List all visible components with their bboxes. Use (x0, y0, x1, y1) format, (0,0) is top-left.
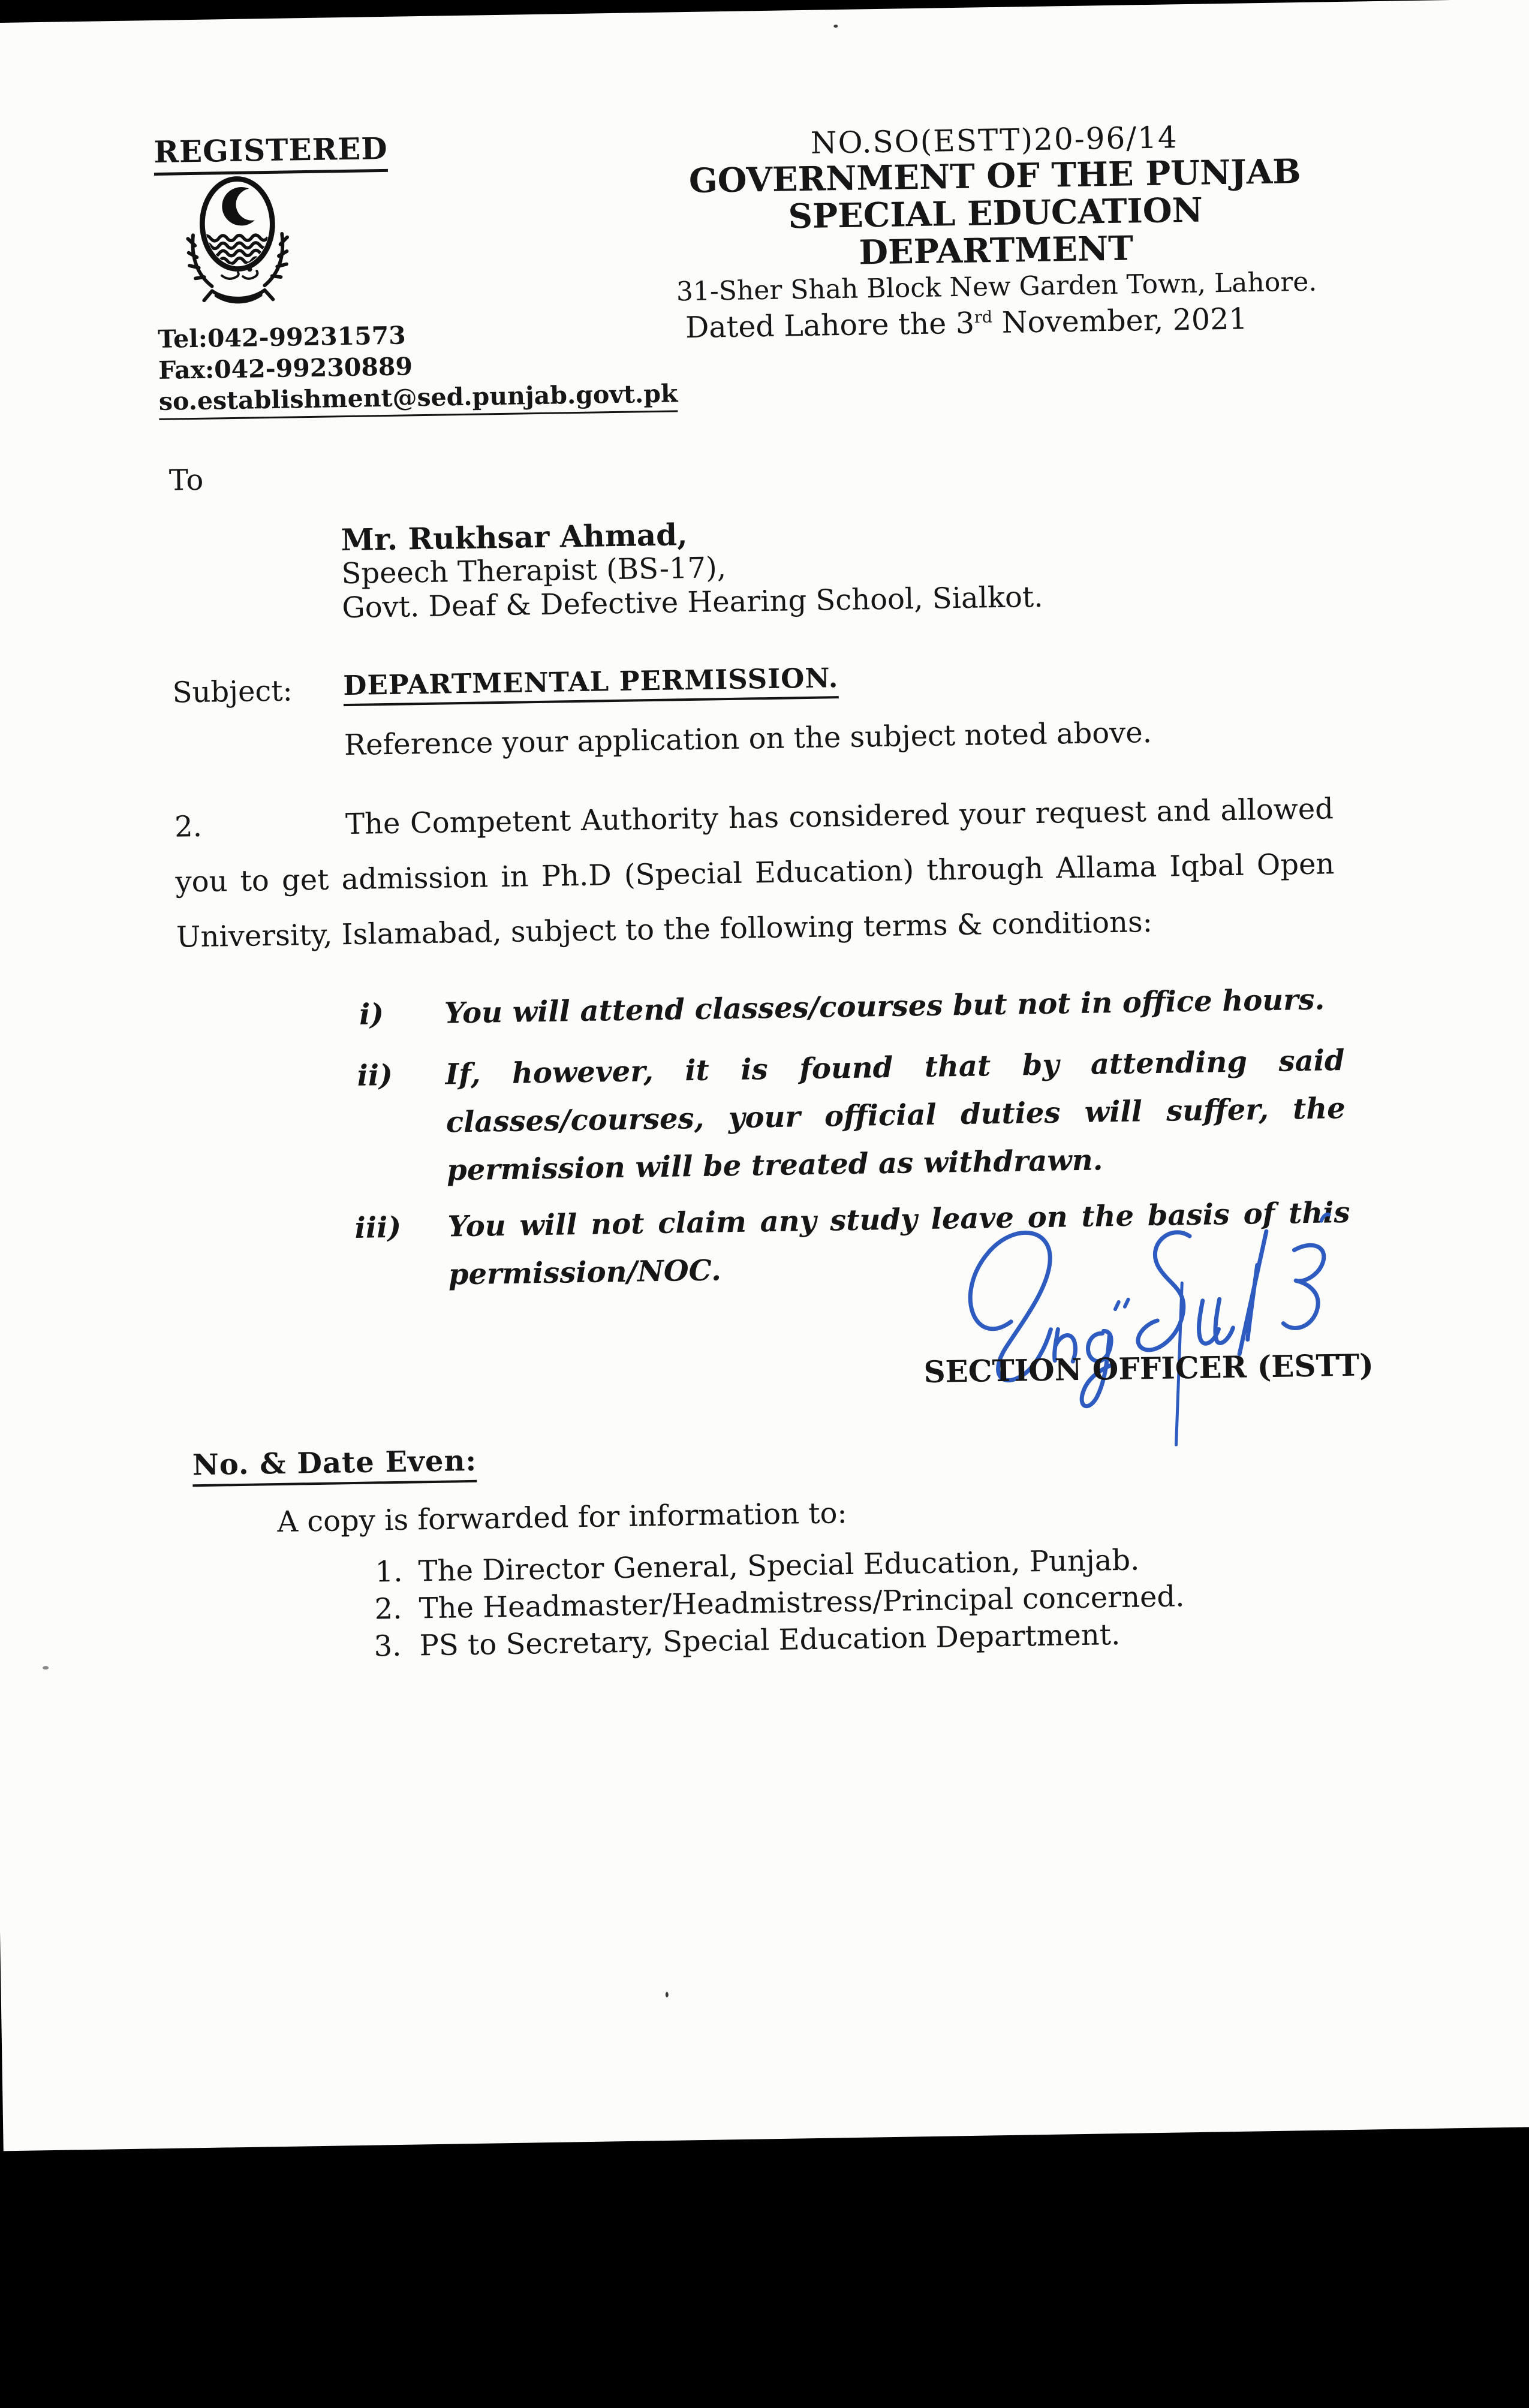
signatory-title: SECTION OFFICER (ESTT) (923, 1347, 1374, 1390)
scan-speck (43, 1666, 49, 1669)
subject-title (343, 662, 839, 706)
term-iii-label: iii) (354, 1210, 402, 1245)
term-iii-text: You will not claim any study leave on the basis of this permission/NOC. (447, 1195, 1350, 1292)
addressee-office: Govt. Deaf & Defective Hearing School, Sialkot. (341, 580, 1043, 625)
department-title: SPECIAL EDUCATION DEPARTMENT (788, 190, 1203, 273)
term-i-text: You will attend classes/courses but not in office hours. (444, 983, 1325, 1030)
subject-title-text: DEPARTMENTAL PERMISSION. (343, 662, 839, 706)
date-ordinal: rd (974, 308, 993, 327)
contact-block (158, 315, 678, 420)
tel-line: Tel:042-99231573 (157, 321, 407, 354)
crescent-icon (222, 187, 255, 226)
cc-item-2-text: The Headmaster/Headmistress/Principal concerned. (419, 1580, 1185, 1626)
email-address: so.establishment@sed.punjab.govt.pk (159, 378, 678, 420)
term-i-label: i) (359, 997, 384, 1032)
fax-line: Fax:042-99230889 (158, 352, 413, 385)
cc-item-1-text: The Director General, Special Education, Punjab. (418, 1543, 1140, 1589)
addressee-designation: Speech Therapist (BS-17), (341, 551, 727, 591)
paragraph-number: 2. (174, 809, 203, 844)
punjab-crest-logo (178, 168, 297, 314)
cc-item-2-number: 2. (374, 1592, 402, 1626)
reference-line: Reference your application on the subject noted above. (344, 715, 1152, 763)
dated-line (685, 302, 1248, 345)
to-label: To (168, 463, 204, 498)
addressee-block (341, 512, 1043, 625)
body-line-1: The Competent Authority has considered your request and allowed (345, 792, 1334, 842)
government-title: GOVERNMENT OF THE PUNJAB (688, 151, 1302, 201)
term-ii-text: If, however, it is found that by attending said classes/courses, your official duties will suffer, the permission will be treated as withdrawn. (445, 1043, 1346, 1188)
cc-item-1-number: 1. (375, 1554, 403, 1589)
cc-item-3-text: PS to Secretary, Special Education Department. (419, 1617, 1121, 1663)
date-suffix: November, 2021 (992, 302, 1248, 340)
subject-label: Subject: (172, 674, 293, 710)
ref-number: NO.SO(ESTT)20-96/14 (810, 120, 1179, 161)
department-address: 31-Sher Shah Block New Garden Town, Lahore. (676, 266, 1317, 308)
copy-forwarded-line: A copy is forwarded for information to: (276, 1496, 848, 1539)
signature-ink (930, 1192, 1366, 1450)
body-line-3: University, Islamabad, subject to the following terms & conditions: (176, 905, 1153, 954)
cc-item-3-number: 3. (374, 1629, 402, 1663)
registered-label: REGISTERED (153, 131, 388, 176)
ribbon-icon (204, 290, 273, 303)
date-prefix: Dated Lahore the 3 (685, 306, 975, 345)
scan-speck (666, 1992, 669, 1997)
body-line-2: you to get admission in Ph.D (Special Education) through Allama Iqbal Open (175, 847, 1335, 899)
addressee-name: Mr. Rukhsar Ahmad, (341, 517, 688, 558)
term-ii-label: ii) (357, 1058, 393, 1093)
no-and-date-heading (192, 1444, 477, 1487)
letterhead-right-block (646, 117, 1345, 308)
scan-speck (833, 25, 838, 28)
no-and-date-text: No. & Date Even: (192, 1444, 477, 1487)
